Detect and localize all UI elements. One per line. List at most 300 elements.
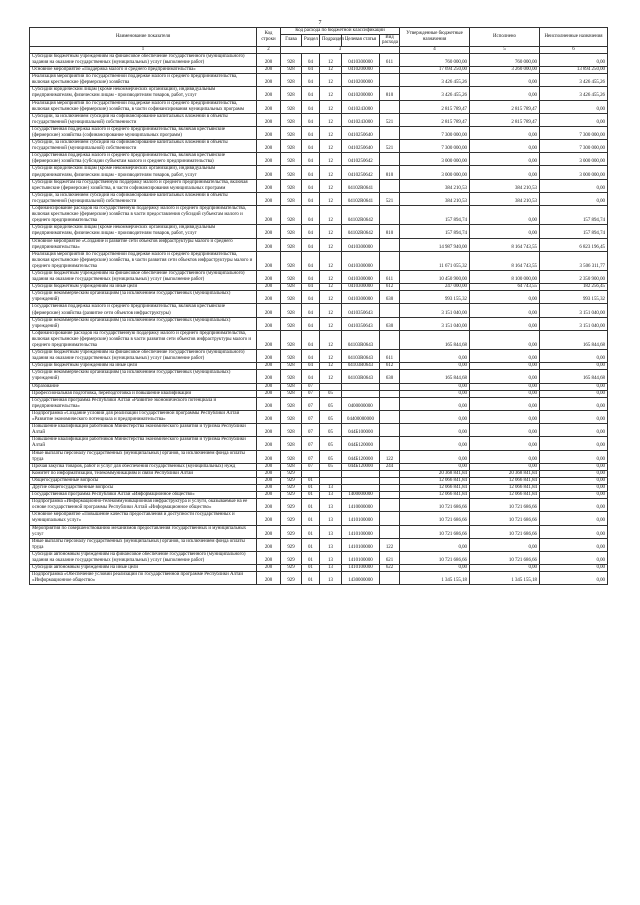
row-target: 1410000000 <box>342 499 380 512</box>
row-code: 200 <box>257 330 281 349</box>
row-code: 200 <box>257 470 281 477</box>
row-code: 200 <box>257 512 281 525</box>
row-glava: 928 <box>281 87 302 100</box>
header-vid: Вид расхода <box>380 34 400 46</box>
row-name: Повышение квалификации работников Министерства экономического развития и туризма Республики Алтай <box>30 437 257 450</box>
table-row <box>30 140 608 153</box>
row-name: Комитет по информатизации, телекоммуникациям и связи Республики Алтай <box>30 470 257 477</box>
row-razdel: 04 <box>302 192 320 205</box>
table-row <box>30 538 608 551</box>
row-executed: 10 721 686,66 <box>470 512 540 525</box>
row-approved: 165 844,68 <box>400 330 470 349</box>
row-podrazdel: 12 <box>320 113 342 126</box>
row-name: Софинансирование расходов на государственную поддержку малого и среднего предпринимательства, включая крестьянские (фермерские) хозяйства в части предоставления субсидий субъектам малого и среднего предпринимательства <box>30 206 257 225</box>
row-name: Профессиональная подготовка, переподготовка и повышение квалификации <box>30 390 257 397</box>
row-approved: 20 368 841,84 <box>400 470 470 477</box>
row-podrazdel: 12 <box>320 67 342 74</box>
table-row <box>30 363 608 370</box>
row-approved: 14 987 940,00 <box>400 238 470 251</box>
row-approved: 0,00 <box>400 538 470 551</box>
row-unexecuted: 0,00 <box>540 565 608 572</box>
row-razdel: 04 <box>302 251 320 270</box>
row-executed: 12 066 841,84 <box>470 492 540 499</box>
row-unexecuted: 165 844,68 <box>540 370 608 383</box>
row-vid <box>380 390 400 397</box>
row-podrazdel: 12 <box>320 166 342 179</box>
row-razdel: 01 <box>302 538 320 551</box>
table-row <box>30 126 608 139</box>
row-glava: 928 <box>281 291 302 304</box>
row-code: 200 <box>257 383 281 390</box>
row-executed: 10 721 686,66 <box>470 551 540 564</box>
row-name: Государственная программа Республики Алтай «Информационное общество» <box>30 492 257 499</box>
row-podrazdel <box>320 477 342 484</box>
budget-execution-table <box>29 27 608 585</box>
row-executed: 760 000,00 <box>470 53 540 66</box>
header-unexecuted: Неисполненные назначения <box>540 28 608 47</box>
row-executed: 0,00 <box>470 450 540 463</box>
table-row <box>30 565 608 572</box>
row-vid: 611 <box>380 270 400 283</box>
table-row <box>30 484 608 491</box>
row-glava: 928 <box>281 463 302 470</box>
row-vid: 521 <box>380 140 400 153</box>
row-code: 200 <box>257 437 281 450</box>
row-vid: 810 <box>380 166 400 179</box>
row-glava: 929 <box>281 572 302 585</box>
row-unexecuted: 0,00 <box>540 499 608 512</box>
row-code: 200 <box>257 484 281 491</box>
row-podrazdel: 12 <box>320 87 342 100</box>
row-podrazdel: 13 <box>320 499 342 512</box>
row-podrazdel: 13 <box>320 572 342 585</box>
row-code: 200 <box>257 525 281 538</box>
row-glava: 929 <box>281 470 302 477</box>
row-target: 0410350643 <box>342 304 380 317</box>
row-glava: 929 <box>281 492 302 499</box>
row-unexecuted: 2 350 900,00 <box>540 270 608 283</box>
row-vid <box>380 410 400 423</box>
header-razdel: Раздел <box>302 34 320 46</box>
row-podrazdel: 12 <box>320 225 342 238</box>
row-razdel: 01 <box>302 512 320 525</box>
table-row <box>30 390 608 397</box>
row-name: Субсидии бюджетным учреждениям на иные цели <box>30 363 257 370</box>
row-target: 1410100000 <box>342 525 380 538</box>
table-row <box>30 192 608 205</box>
row-approved: 10 721 686,66 <box>400 512 470 525</box>
row-glava: 928 <box>281 153 302 166</box>
row-vid <box>380 100 400 113</box>
row-target: 0410243000 <box>342 100 380 113</box>
row-code: 200 <box>257 153 281 166</box>
row-target: 0410350643 <box>342 317 380 330</box>
row-glava: 928 <box>281 330 302 349</box>
row-podrazdel: 13 <box>320 492 342 499</box>
table-row <box>30 100 608 113</box>
row-target: 044Б120000 <box>342 463 380 470</box>
row-name: Субсидии автономным учреждениям на финансовое обеспечение государственного (муниципального) задания на оказание государственных (муниципальных) услуг (выполнение работ) <box>30 551 257 564</box>
row-target: 0410250642 <box>342 166 380 179</box>
row-executed: 64 743,55 <box>470 284 540 291</box>
row-vid: 622 <box>380 565 400 572</box>
row-unexecuted: 0,00 <box>540 53 608 66</box>
row-code: 200 <box>257 206 281 225</box>
row-executed: 384 210,53 <box>470 192 540 205</box>
table-row <box>30 206 608 225</box>
row-approved: 12 066 841,84 <box>400 477 470 484</box>
row-unexecuted: 3 151 040,00 <box>540 304 608 317</box>
row-executed: 0,00 <box>470 463 540 470</box>
row-unexecuted: 0,00 <box>540 484 608 491</box>
row-target: 1410100000 <box>342 512 380 525</box>
row-unexecuted: 0,00 <box>540 437 608 450</box>
row-unexecuted: 0,00 <box>540 512 608 525</box>
row-unexecuted: 0,00 <box>540 390 608 397</box>
row-unexecuted: 7 300 000,00 <box>540 140 608 153</box>
row-executed: 0,00 <box>470 87 540 100</box>
row-name: Субсидии юридическим лицам (кроме некоммерческих организаций), индивидуальным предпринимателям, физическим лицам - производителям товаров, работ, услуг <box>30 166 257 179</box>
row-vid <box>380 206 400 225</box>
index-cell: 2 <box>257 46 281 53</box>
row-razdel: 04 <box>302 317 320 330</box>
row-glava: 928 <box>281 238 302 251</box>
row-razdel: 07 <box>302 410 320 423</box>
row-razdel: 04 <box>302 363 320 370</box>
row-vid <box>380 383 400 390</box>
row-target: 0410300000 <box>342 53 380 66</box>
row-approved: 3 000 000,00 <box>400 166 470 179</box>
row-target <box>342 390 380 397</box>
index-cell: 1 <box>30 46 257 53</box>
row-executed: 3 260 000,00 <box>470 67 540 74</box>
table-row <box>30 317 608 330</box>
row-unexecuted: 0,00 <box>540 551 608 564</box>
row-razdel: 04 <box>302 291 320 304</box>
row-code: 200 <box>257 390 281 397</box>
table-row <box>30 551 608 564</box>
row-approved: 3 000 000,00 <box>400 153 470 166</box>
row-podrazdel: 12 <box>320 304 342 317</box>
row-executed: 0,00 <box>470 424 540 437</box>
row-approved: 0,00 <box>400 450 470 463</box>
row-code: 200 <box>257 572 281 585</box>
row-target: 1410100000 <box>342 551 380 564</box>
row-vid: 630 <box>380 317 400 330</box>
table-row <box>30 512 608 525</box>
row-name: Субсидии некоммерческим организациям (за исключением государственных (муниципальных) учреждений) <box>30 317 257 330</box>
row-executed: 0,00 <box>470 166 540 179</box>
row-name: Подпрограмма «Информационно-телекоммуникационная инфраструктура и услуги, оказываемые на ее основе государственной программы Республики Алтай «Информационное общество» <box>30 499 257 512</box>
row-podrazdel: 12 <box>320 153 342 166</box>
row-razdel: 01 <box>302 551 320 564</box>
row-target: 04102R0641 <box>342 192 380 205</box>
row-podrazdel: 12 <box>320 206 342 225</box>
row-unexecuted: 7 300 000,00 <box>540 126 608 139</box>
row-code: 200 <box>257 551 281 564</box>
row-target: 0410300000 <box>342 238 380 251</box>
row-podrazdel <box>320 470 342 477</box>
row-unexecuted: 0,00 <box>540 525 608 538</box>
table-row <box>30 53 608 66</box>
row-vid <box>380 238 400 251</box>
table-row <box>30 350 608 363</box>
row-name: Субсидии, за исключением субсидий на софинансирование капитальных вложений в объекты государственной (муниципальной) собственности <box>30 113 257 126</box>
table-row <box>30 291 608 304</box>
table-row <box>30 450 608 463</box>
row-approved: 0,00 <box>400 410 470 423</box>
row-glava: 929 <box>281 538 302 551</box>
row-name: Субсидии бюджетным учреждениям на финансовое обеспечение государственного (муниципального) задания на оказание государственных (муниципальных) услуг (выполнение работ) <box>30 270 257 283</box>
table-row <box>30 437 608 450</box>
row-unexecuted: 0,00 <box>540 477 608 484</box>
row-vid <box>380 304 400 317</box>
row-podrazdel: 05 <box>320 437 342 450</box>
row-approved: 2 815 789,47 <box>400 100 470 113</box>
row-code: 200 <box>257 179 281 192</box>
row-code: 200 <box>257 251 281 270</box>
row-approved: 3 426 455,26 <box>400 87 470 100</box>
row-vid <box>380 397 400 410</box>
row-razdel: 04 <box>302 53 320 66</box>
row-unexecuted: 0,00 <box>540 410 608 423</box>
table-row <box>30 370 608 383</box>
row-name: Субсидии бюджетам на государственную поддержку малого и среднего предпринимательства, включая крестьянские (фермерские) хозяйства, в части софинансирования муниципальных программ <box>30 179 257 192</box>
row-executed: 0,00 <box>470 397 540 410</box>
table-row <box>30 525 608 538</box>
row-vid <box>380 525 400 538</box>
header-podrazdel: Подраздел <box>320 34 342 46</box>
row-approved: 0,00 <box>400 363 470 370</box>
row-razdel: 07 <box>302 424 320 437</box>
row-target: 0410250640 <box>342 140 380 153</box>
row-razdel: 07 <box>302 390 320 397</box>
row-unexecuted: 157 894,74 <box>540 225 608 238</box>
row-code: 200 <box>257 225 281 238</box>
row-approved: 247 000,00 <box>400 284 470 291</box>
row-approved: 11 671 055,32 <box>400 251 470 270</box>
row-glava: 928 <box>281 270 302 283</box>
row-vid: 630 <box>380 291 400 304</box>
row-target: 044Б120000 <box>342 450 380 463</box>
row-target: 0410300000 <box>342 251 380 270</box>
row-vid <box>380 424 400 437</box>
row-executed: 0,00 <box>470 291 540 304</box>
row-name: Основное мероприятие «Создание и развитие сети объектов инфраструктуры малого и среднего предпринимательства» <box>30 238 257 251</box>
table-row <box>30 397 608 410</box>
row-name: Субсидии бюджетным учреждениям на финансовое обеспечение государственного (муниципального) задания на оказание государственных (муниципальных) услуг (выполнение работ) <box>30 53 257 66</box>
row-target: 0410300000 <box>342 291 380 304</box>
row-name: Субсидии бюджетным учреждениям на финансовое обеспечение государственного (муниципального) задания на оказание государственных (муниципальных) услуг (выполнение работ) <box>30 350 257 363</box>
table-row <box>30 304 608 317</box>
row-glava: 928 <box>281 390 302 397</box>
row-glava: 929 <box>281 477 302 484</box>
row-razdel: 01 <box>302 572 320 585</box>
row-approved: 10 721 686,66 <box>400 499 470 512</box>
row-razdel: 07 <box>302 450 320 463</box>
row-vid <box>380 499 400 512</box>
row-glava: 928 <box>281 437 302 450</box>
row-target: 1400000000 <box>342 492 380 499</box>
table-row <box>30 284 608 291</box>
row-vid <box>380 67 400 74</box>
row-code: 200 <box>257 166 281 179</box>
row-podrazdel: 12 <box>320 370 342 383</box>
row-razdel: 04 <box>302 370 320 383</box>
row-executed: 0,00 <box>470 126 540 139</box>
row-target: 04102R0641 <box>342 179 380 192</box>
row-approved: 0,00 <box>400 350 470 363</box>
table-row <box>30 87 608 100</box>
row-code: 200 <box>257 363 281 370</box>
row-podrazdel: 05 <box>320 463 342 470</box>
row-vid <box>380 74 400 87</box>
row-glava: 928 <box>281 113 302 126</box>
row-name: Государственная поддержка малого и среднего предпринимательства, включая крестьянские (фермерские) хозяйства (субсидии субъектам малого и среднего предпринимательства) <box>30 153 257 166</box>
row-executed: 0,00 <box>470 153 540 166</box>
row-glava: 928 <box>281 304 302 317</box>
row-executed: 0,00 <box>470 206 540 225</box>
row-razdel: 04 <box>302 126 320 139</box>
row-vid: 621 <box>380 551 400 564</box>
row-glava: 928 <box>281 206 302 225</box>
row-executed: 0,00 <box>470 437 540 450</box>
row-executed: 0,00 <box>470 317 540 330</box>
row-approved: 157 894,74 <box>400 206 470 225</box>
row-razdel: 04 <box>302 350 320 363</box>
table-row <box>30 424 608 437</box>
row-name: Другие общегосударственные вопросы <box>30 484 257 491</box>
row-name: Софинансирование расходов на государственную поддержку малого и среднего предпринимательства, включая крестьянские (фермерские) хозяйства в части развития сети объектов инфраструктуры малого и среднего предпринимательства <box>30 330 257 349</box>
header-code: Код строки <box>257 28 281 47</box>
index-cell: 3 <box>281 46 400 53</box>
row-glava: 928 <box>281 424 302 437</box>
row-code: 200 <box>257 87 281 100</box>
row-podrazdel: 12 <box>320 317 342 330</box>
row-vid <box>380 179 400 192</box>
row-executed: 0,00 <box>470 304 540 317</box>
row-podrazdel: 05 <box>320 450 342 463</box>
header-target: Целевая статья <box>342 34 380 46</box>
table-row <box>30 74 608 87</box>
row-executed: 1 345 155,18 <box>470 572 540 585</box>
index-cell: 6 <box>540 46 608 53</box>
row-vid: 521 <box>380 192 400 205</box>
row-glava: 928 <box>281 317 302 330</box>
row-name: Реализация мероприятий по государственной поддержке малого и среднего предпринимательства, включая крестьянские (фермерские) хозяйства, в части развития сети объектов инфраструктуры малого и среднего предпринимательства <box>30 251 257 270</box>
row-executed: 10 721 686,66 <box>470 525 540 538</box>
row-podrazdel: 12 <box>320 284 342 291</box>
row-approved: 1 345 155,18 <box>400 572 470 585</box>
row-unexecuted: 0,00 <box>540 113 608 126</box>
row-name: Повышение квалификации работников Министерства экономического развития и туризма Республики Алтай <box>30 424 257 437</box>
table-row <box>30 179 608 192</box>
row-approved: 7 300 000,00 <box>400 126 470 139</box>
row-code: 200 <box>257 304 281 317</box>
row-podrazdel: 12 <box>320 270 342 283</box>
row-vid <box>380 477 400 484</box>
row-approved: 10 721 686,66 <box>400 525 470 538</box>
row-glava: 928 <box>281 140 302 153</box>
row-approved: 10 450 900,00 <box>400 270 470 283</box>
row-unexecuted: 0,00 <box>540 492 608 499</box>
row-podrazdel: 13 <box>320 484 342 491</box>
row-razdel: 04 <box>302 304 320 317</box>
row-name: Реализация мероприятий по государственной поддержке малого и среднего предпринимательства, включая крестьянские (фермерские) хозяйства <box>30 74 257 87</box>
row-executed: 0,00 <box>470 538 540 551</box>
row-unexecuted: 0,00 <box>540 424 608 437</box>
row-glava: 928 <box>281 67 302 74</box>
row-code: 200 <box>257 463 281 470</box>
row-podrazdel: 12 <box>320 100 342 113</box>
row-approved: 0,00 <box>400 383 470 390</box>
row-target: 044Б120000 <box>342 437 380 450</box>
row-unexecuted: 0,00 <box>540 363 608 370</box>
row-approved: 0,00 <box>400 565 470 572</box>
row-razdel: 04 <box>302 179 320 192</box>
row-approved: 12 066 841,84 <box>400 492 470 499</box>
row-executed: 20 368 841,84 <box>470 470 540 477</box>
header-executed: Исполнено <box>470 28 540 47</box>
table-row <box>30 251 608 270</box>
row-target: 04400000000 <box>342 410 380 423</box>
table-row <box>30 463 608 470</box>
row-podrazdel: 12 <box>320 363 342 370</box>
row-code: 200 <box>257 450 281 463</box>
row-target <box>342 477 380 484</box>
row-vid <box>380 572 400 585</box>
header-name: Наименование показателя <box>30 28 257 47</box>
row-podrazdel: 13 <box>320 525 342 538</box>
row-code: 200 <box>257 291 281 304</box>
row-executed: 8 164 743,55 <box>470 238 540 251</box>
row-podrazdel: 12 <box>320 238 342 251</box>
row-approved: 993 155,32 <box>400 291 470 304</box>
row-vid: 244 <box>380 463 400 470</box>
row-name: Субсидии бюджетным учреждениям на иные цели <box>30 284 257 291</box>
row-target: 0410200000 <box>342 74 380 87</box>
table-row <box>30 499 608 512</box>
row-razdel: 04 <box>302 153 320 166</box>
row-executed: 0,00 <box>470 140 540 153</box>
row-target: 0400000000 <box>342 397 380 410</box>
row-target: 04103R0643 <box>342 370 380 383</box>
table-row <box>30 492 608 499</box>
row-razdel: 04 <box>302 206 320 225</box>
row-approved: 157 894,74 <box>400 225 470 238</box>
row-name: Субсидии юридическим лицам (кроме некоммерческих организаций), индивидуальным предпринимателям, физическим лицам - производителям товаров, работ, услуг <box>30 87 257 100</box>
row-name: Субсидии юридическим лицам (кроме некоммерческих организаций), индивидуальным предпринимателям, физическим лицам - производителям товаров, работ, услуг <box>30 225 257 238</box>
row-unexecuted: 3 426 455,26 <box>540 87 608 100</box>
row-target: 0410250642 <box>342 153 380 166</box>
row-code: 200 <box>257 192 281 205</box>
row-vid <box>380 470 400 477</box>
row-razdel: 04 <box>302 330 320 349</box>
row-glava: 928 <box>281 397 302 410</box>
row-name: Основное мероприятие «Повышение качества предоставления и доступности государственных и муниципальных услуг» <box>30 512 257 525</box>
row-razdel: 04 <box>302 238 320 251</box>
row-name: Подпрограмма «Обеспечение условий реализации по государственной программе Республики Алтай «Информационное общество» <box>30 572 257 585</box>
row-vid <box>380 492 400 499</box>
row-target: 04102R0642 <box>342 225 380 238</box>
index-cell: 4 <box>400 46 470 53</box>
row-unexecuted: 157 894,74 <box>540 206 608 225</box>
row-approved: 10 721 686,66 <box>400 551 470 564</box>
row-name: Субсидии некоммерческим организациям (за исключением государственных (муниципальных) учреждений) <box>30 370 257 383</box>
row-executed: 10 721 686,66 <box>470 499 540 512</box>
row-executed: 384 210,53 <box>470 179 540 192</box>
row-code: 200 <box>257 397 281 410</box>
